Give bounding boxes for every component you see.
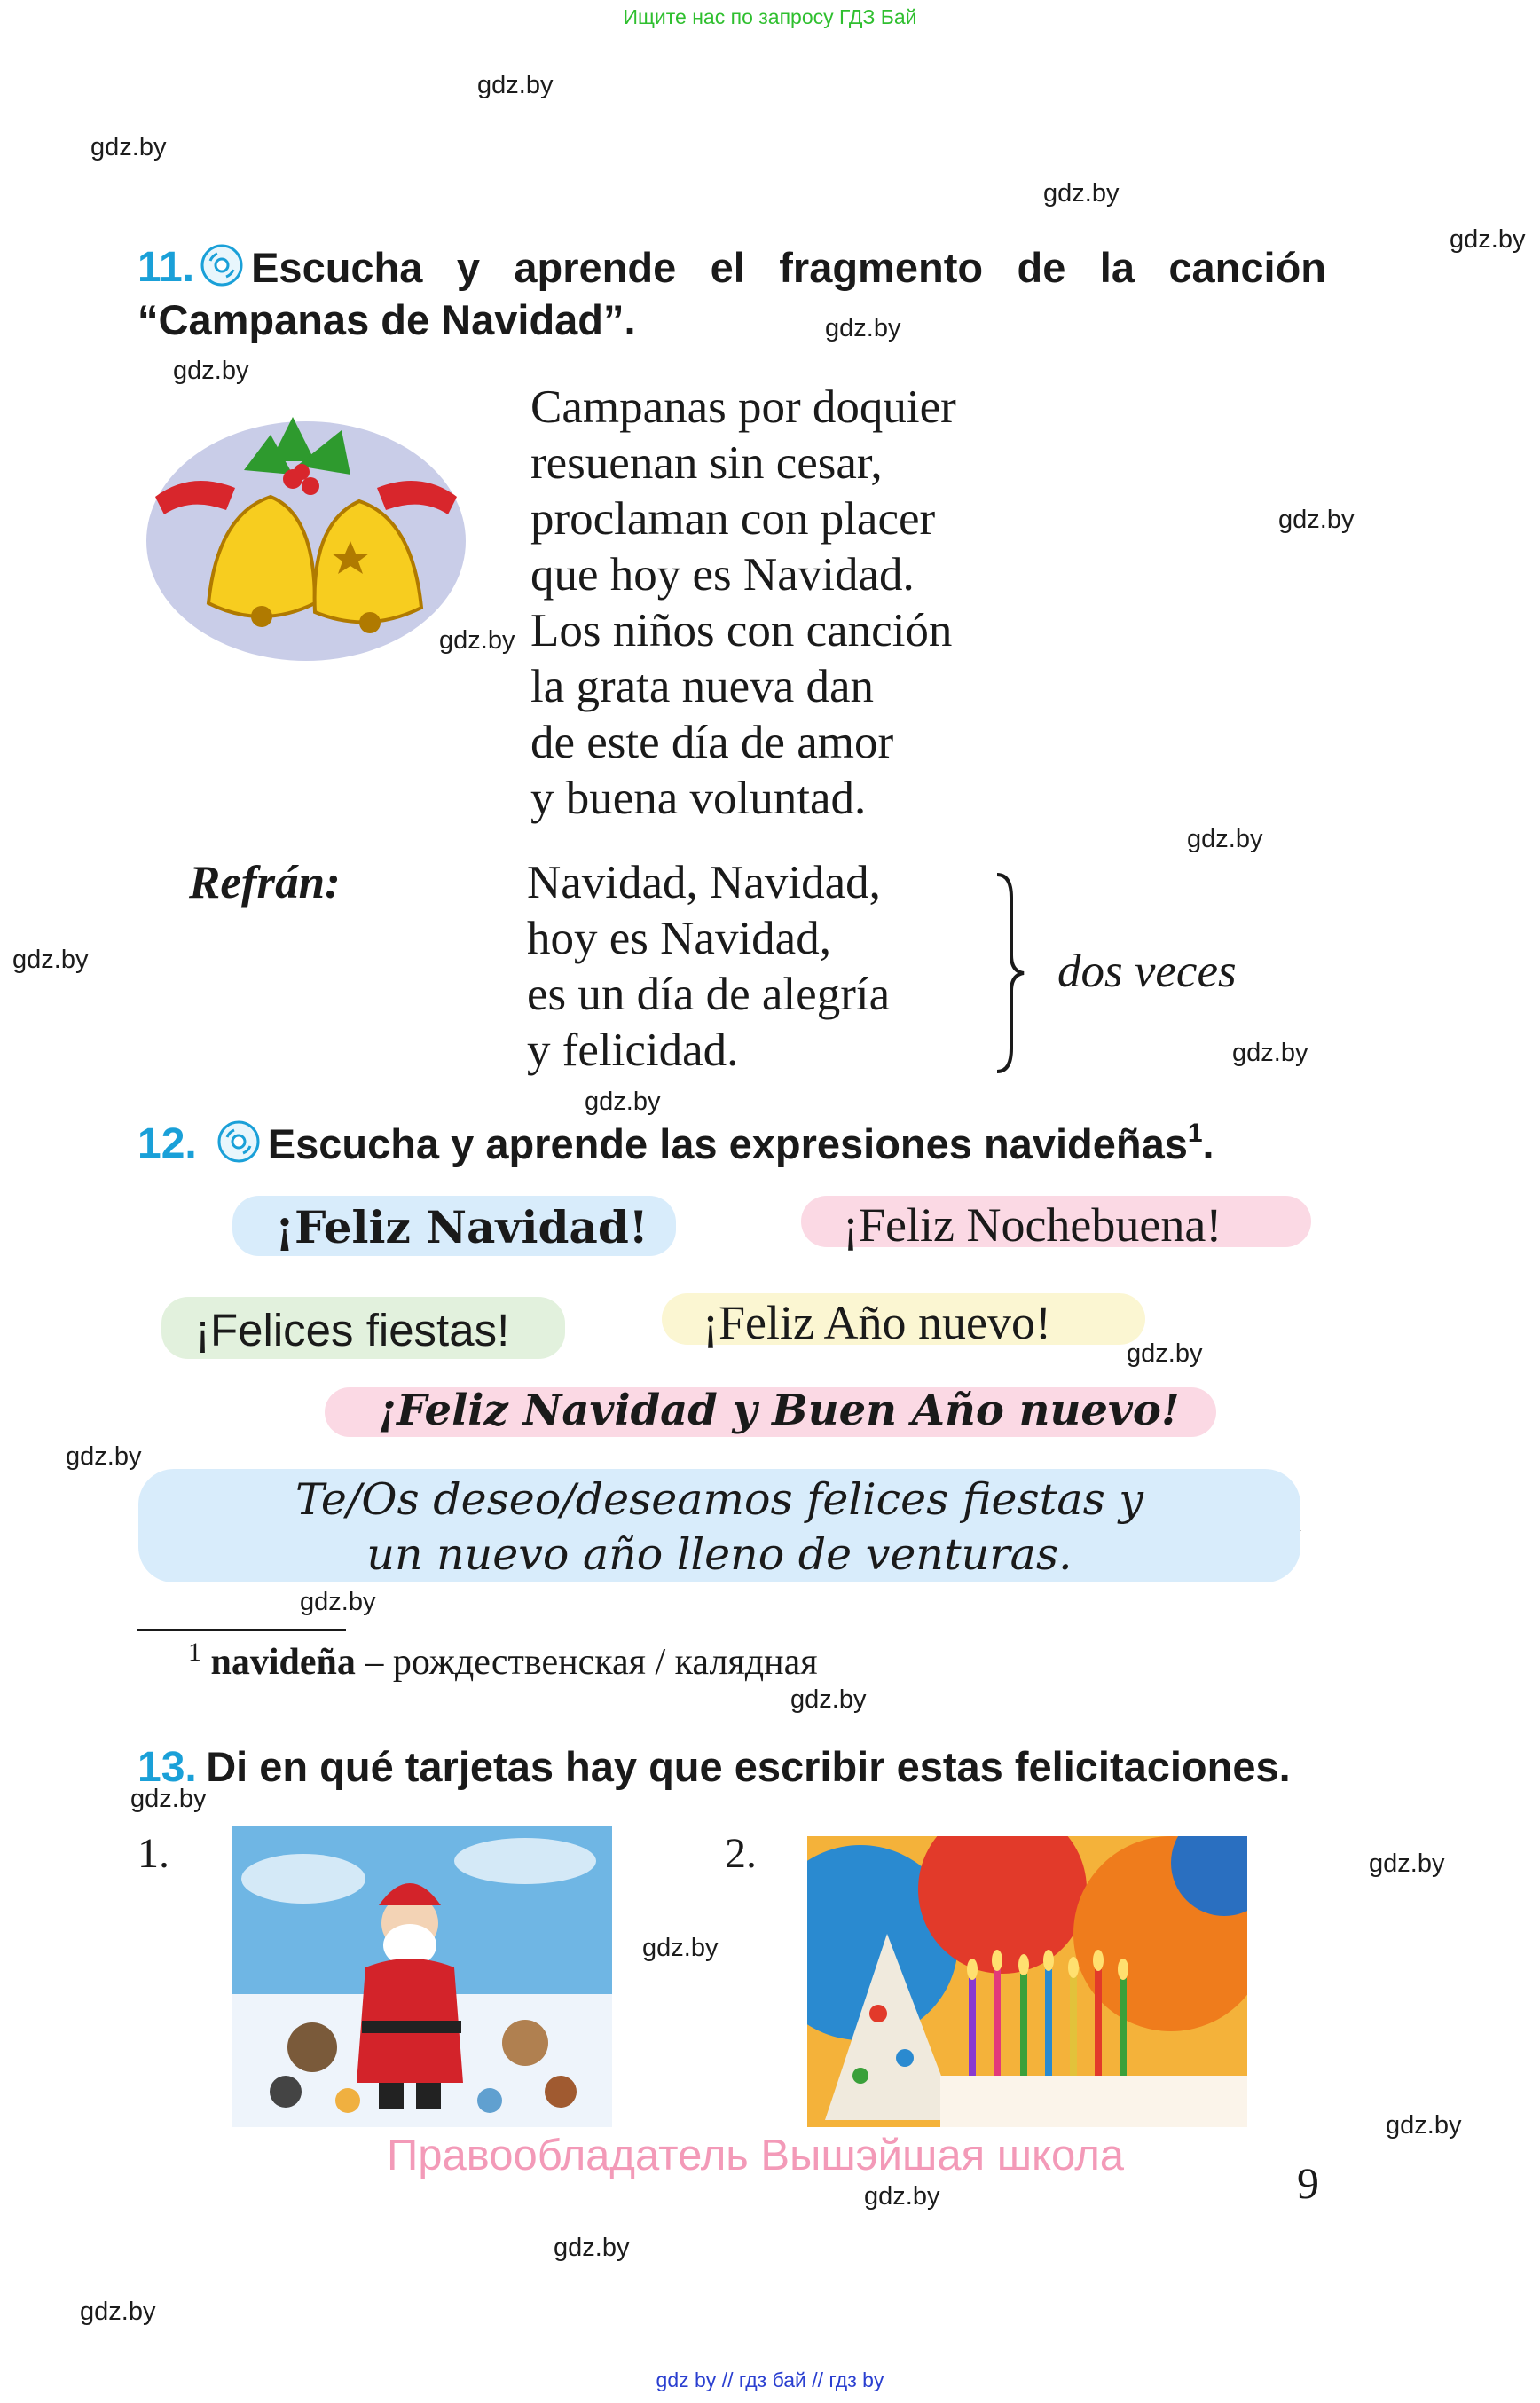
watermark: gdz.by — [825, 314, 901, 342]
audio-disc-icon — [216, 1119, 261, 1168]
poem-line: proclaman con placer — [530, 493, 936, 545]
poem-line: de este día de amor — [530, 717, 894, 768]
footer-links[interactable]: gdz by // гдз бай // гдз by — [656, 2368, 884, 2391]
exercise-number: 11. — [138, 244, 195, 291]
watermark: gdz.by — [130, 1785, 207, 1813]
poem-line: Los niños con canción — [530, 605, 953, 656]
exercise-number: 13. — [138, 1744, 197, 1791]
refrain-line: hoy es Navidad, — [527, 913, 831, 964]
audio-disc-icon — [200, 243, 244, 292]
expression-feliz-nochebuena: ¡Feliz Nochebuena! — [843, 1198, 1222, 1252]
watermark: gdz.by — [790, 1685, 867, 1714]
page-number: 9 — [1297, 2158, 1319, 2208]
exercise-title: Di en qué tarjetas hay que escribir estas felicitaciones. — [206, 1743, 1291, 1790]
watermark: gdz.by — [1278, 506, 1355, 534]
watermark: gdz.by — [864, 2182, 940, 2211]
footnote-divider — [138, 1629, 346, 1631]
exercise-number: 12. — [138, 1120, 197, 1167]
poem-line: que hoy es Navidad. — [530, 549, 915, 601]
song-verse — [530, 380, 956, 827]
watermark: gdz.by — [439, 626, 515, 655]
watermark: gdz.by — [477, 71, 554, 99]
watermark: gdz.by — [1187, 825, 1263, 853]
expression-line: un nuevo año lleno de venturas. — [366, 1529, 1072, 1580]
exercise-12-heading — [138, 1119, 1214, 1168]
repeat-note: dos veces — [1057, 946, 1237, 997]
watermark: gdz.by — [1232, 1039, 1308, 1067]
watermark: gdz.by — [642, 1934, 719, 1962]
expression-feliz-navidad: ¡Feliz Navidad! — [275, 1201, 648, 1253]
christmas-card-image — [232, 1826, 612, 2127]
watermark: gdz.by — [1127, 1339, 1203, 1368]
watermark: gdz.by — [66, 1442, 142, 1471]
footnote-ref: 1 — [1187, 1118, 1203, 1148]
footnote-mark: 1 — [188, 1637, 201, 1667]
refrain-line: Navidad, Navidad, — [527, 857, 881, 908]
exercise-13-heading — [138, 1742, 1291, 1792]
watermark: gdz.by — [12, 946, 89, 974]
watermark: gdz.by — [585, 1088, 661, 1116]
card-label-1: 1. — [138, 1830, 169, 1877]
curly-brace — [992, 871, 1027, 1080]
poem-line: Campanas por doquier — [530, 381, 956, 433]
watermark: gdz.by — [1369, 1849, 1445, 1878]
expression-line: Te/Os deseo/deseamos felices fiestas y — [295, 1474, 1143, 1525]
refrain-line: es un día de alegría — [527, 969, 891, 1020]
footnote — [188, 1637, 818, 1684]
exercise-title: Escucha y aprende las expresiones navideñas — [267, 1120, 1188, 1167]
watermark: gdz.by — [554, 2234, 630, 2262]
footnote-dash: – — [355, 1642, 393, 1683]
refrain-line: y felicidad. — [527, 1025, 739, 1076]
poem-line: la grata nueva dan — [530, 661, 874, 712]
poem-line: resuenan sin cesar, — [530, 437, 883, 489]
footnote-term: navideña — [210, 1642, 356, 1683]
watermark: gdz.by — [1043, 179, 1120, 208]
search-hint: Ищите нас по запросу ГДЗ Бай — [623, 5, 917, 28]
expression-deseo-felices-fiestas — [138, 1472, 1300, 1582]
watermark: gdz.by — [1386, 2111, 1462, 2140]
card-label-2: 2. — [725, 1830, 757, 1877]
exercise-11-heading — [138, 243, 1326, 344]
expression-feliz-ano-nuevo: ¡Feliz Año nuevo! — [703, 1296, 1051, 1349]
expression-felices-fiestas: ¡Felices fiestas! — [195, 1305, 510, 1355]
birthday-card-image — [807, 1836, 1247, 2127]
poem-line: y buena voluntad. — [530, 773, 867, 824]
copyright-notice: Правообладатель Вышэйшая школа — [387, 2132, 1125, 2179]
title-period: . — [1202, 1120, 1214, 1167]
refrain-verse — [527, 855, 890, 1079]
christmas-bells-illustration — [138, 390, 475, 665]
refrain-label: Refrán: — [189, 857, 341, 908]
footnote-translation: рождественская / калядная — [392, 1642, 818, 1683]
watermark: gdz.by — [1450, 225, 1526, 254]
watermark: gdz.by — [300, 1588, 376, 1616]
song-title: “Campanas de Navidad”. — [138, 296, 636, 343]
watermark: gdz.by — [173, 357, 249, 385]
exercise-title: Escucha y aprende el fragmento de la canción — [251, 244, 1326, 291]
expression-navidad-ano-nuevo: ¡Feliz Navidad y Buen Año nuevo! — [378, 1386, 1180, 1435]
watermark: gdz.by — [80, 2297, 156, 2326]
watermark: gdz.by — [90, 133, 167, 161]
